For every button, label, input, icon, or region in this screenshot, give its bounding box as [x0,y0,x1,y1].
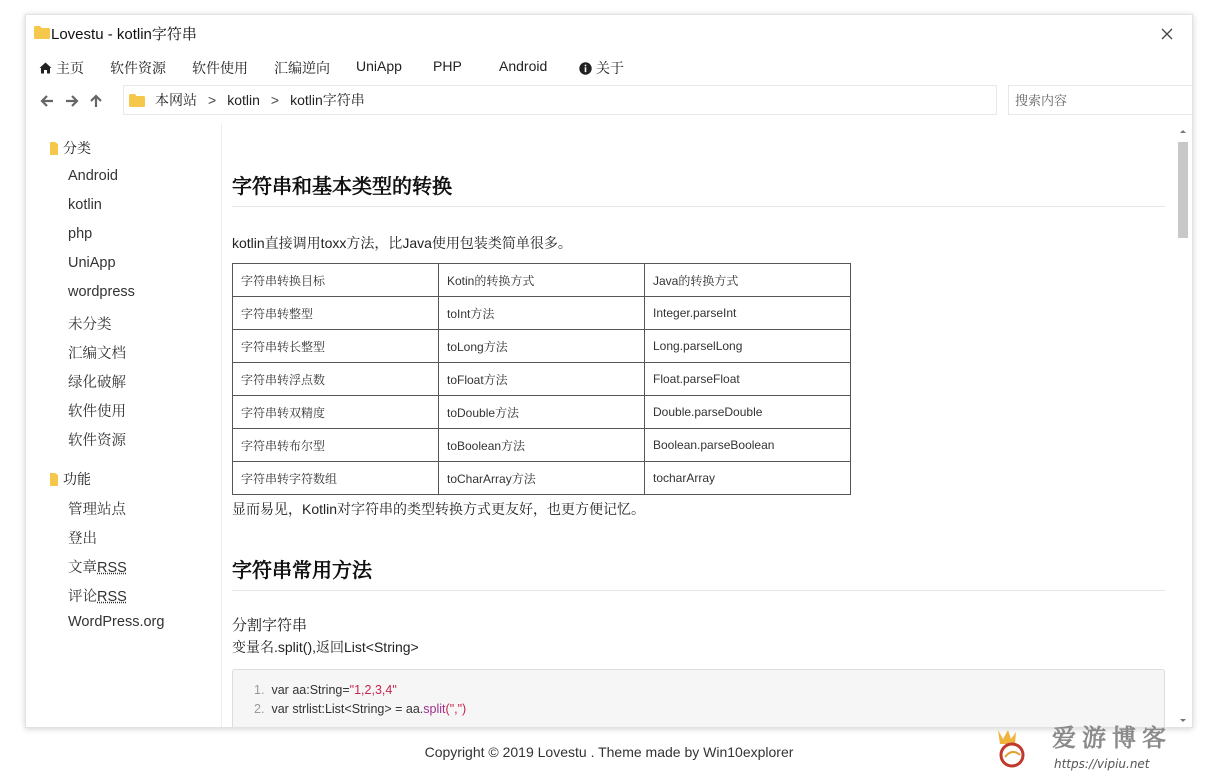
table-cell: Float.parseFloat [645,363,851,396]
article-subtitle: 分割字符串 [232,617,308,634]
table-cell: toCharArray方法 [439,462,645,495]
table-row [233,297,851,330]
svg-text:https://vipiu.net: https://vipiu.net [1054,757,1150,771]
table-cell: Java的转换方式 [645,264,851,297]
menu-label: UniApp [356,58,402,74]
menu-bar [26,58,1192,80]
navigation-bar [26,85,1192,117]
forward-arrow-icon[interactable] [64,93,80,109]
sidebar-item-logout[interactable] [68,527,97,548]
table-cell: 字符串转长整型 [233,330,439,363]
code-string: (",") [445,702,467,716]
article-heading-methods: 字符串常用方法 [232,560,372,582]
info-icon [579,62,592,75]
table-cell: tocharArray [645,462,851,495]
table-cell: 字符串转布尔型 [233,429,439,462]
sidebar-item-kotlin[interactable]: kotlin [68,197,102,213]
close-icon[interactable] [1160,27,1174,41]
menu-label: Android [499,58,548,74]
sidebar-item-label: 管理站点 [68,502,126,518]
sidebar-item-software-usage[interactable]: 软件使用 [68,404,126,420]
breadcrumb-current[interactable]: kotlin字符串 [290,92,365,108]
menu-label: 软件资源 [110,60,166,76]
sidebar-item-entries-rss[interactable] [68,556,127,577]
rss-abbr: RSS [97,589,127,605]
table-cell: Integer.parseInt [645,297,851,330]
article-intro: kotlin直接调用toxx方法，比Java使用包装类简单很多。 [232,235,572,251]
sidebar-item-uncategorized[interactable]: 未分类 [68,317,112,333]
address-bar[interactable] [123,85,997,115]
breadcrumb-home[interactable]: 本网站 [155,92,197,108]
sidebar-item-wordpress[interactable]: wordpress [68,284,135,300]
scroll-thumb[interactable] [1178,142,1188,238]
watermark-logo [992,722,1192,772]
scroll-up-icon[interactable] [1173,126,1193,136]
table-cell: toLong方法 [439,330,645,363]
rss-abbr: RSS [97,560,127,576]
menu-label: 汇编逆向 [274,60,330,76]
line-number: 2. [254,702,265,716]
heading-divider [232,206,1165,207]
table-cell: toDouble方法 [439,396,645,429]
table-cell: 字符串转字符数组 [233,462,439,495]
home-icon [39,62,52,74]
page-footer: Copyright © 2019 Lovestu . Theme made by Win10explorer [424,744,794,760]
table-cell: toBoolean方法 [439,429,645,462]
sidebar-functions-title [50,469,91,489]
table-cell: 字符串转双精度 [233,396,439,429]
article-content [223,123,1173,728]
table-cell: 字符串转整型 [233,297,439,330]
table-cell: Long.parselLong [645,330,851,363]
sidebar-item-software-resources[interactable]: 软件资源 [68,433,126,449]
sidebar-item-uniapp[interactable]: UniApp [68,255,116,271]
table-row [233,363,851,396]
table-row [233,462,851,495]
table-row [233,429,851,462]
table-cell: Double.parseDouble [645,396,851,429]
table-cell: Kotin的转换方式 [439,264,645,297]
table-cell: Boolean.parseBoolean [645,429,851,462]
table-cell: toFloat方法 [439,363,645,396]
folder-icon [129,94,145,107]
table-cell: toInt方法 [439,297,645,330]
breadcrumb-separator: > [270,92,280,108]
folder-icon [34,26,50,39]
title-bar [26,15,1192,53]
menu-item-home[interactable] [39,58,84,78]
code-line [254,702,466,716]
table-row [233,264,851,297]
window-title: Lovestu - kotlin字符串 [51,26,197,43]
menu-item-software-usage[interactable] [192,58,248,78]
menu-label: 软件使用 [192,60,248,76]
folder-icon [50,142,58,155]
menu-item-uniapp[interactable] [356,58,402,74]
sidebar-item-crack[interactable]: 绿化破解 [68,375,126,391]
article-heading-conversion: 字符串和基本类型的转换 [232,176,452,198]
table-cell: 字符串转换目标 [233,264,439,297]
sidebar-item-comments-rss[interactable] [68,585,127,606]
sidebar-item-label: WordPress.org [68,614,165,630]
menu-label: PHP [433,58,462,74]
code-function: split [423,702,446,716]
article-conclusion: 显而易见，Kotlin对字符串的类型转换方式更友好，也更方便记忆。 [232,501,646,517]
sidebar-item-wordpress-org[interactable] [68,614,164,630]
line-number: 1. [254,683,265,697]
sidebar-item-site-admin[interactable] [68,498,126,519]
sidebar-group-label: 功能 [63,471,91,487]
menu-item-reverse[interactable] [274,58,330,78]
back-arrow-icon[interactable] [39,93,55,109]
menu-item-about[interactable] [579,58,624,78]
folder-icon [50,473,58,486]
sidebar-item-android[interactable]: Android [68,168,118,184]
breadcrumb-separator: > [208,92,217,108]
up-arrow-icon[interactable] [88,93,104,109]
menu-item-php[interactable] [433,58,462,74]
heading-divider [232,590,1165,591]
table-cell: 字符串转浮点数 [233,363,439,396]
vertical-scrollbar[interactable] [1173,123,1193,728]
sidebar-item-php[interactable]: php [68,226,93,242]
table-row [233,330,851,363]
code-string: "1,2,3,4" [349,683,397,697]
code-text: var aa:String= [271,683,350,697]
sidebar-item-asm-docs[interactable]: 汇编文档 [68,346,126,362]
search-input[interactable] [1008,85,1193,115]
menu-item-android[interactable] [499,58,547,74]
article-subdesc: 变量名.split(),返回List<String> [232,639,419,655]
svg-text:爱游博客: 爱游博客 [1052,723,1172,752]
breadcrumb-category[interactable]: kotlin [227,92,260,108]
menu-label: 主页 [56,60,84,76]
table-row [233,396,851,429]
sidebar [26,123,222,728]
sidebar-group-label: 分类 [63,140,91,156]
browser-window [25,14,1193,728]
sidebar-categories-title [50,138,91,158]
sidebar-item-label: 评论 [68,589,97,605]
menu-item-software-resources[interactable] [110,58,166,78]
code-text: var strlist:List<String> = aa. [271,702,424,716]
sidebar-item-label: 文章 [68,560,97,576]
code-block [232,669,1165,728]
code-line [254,683,397,697]
conversion-table [232,263,851,495]
menu-label: 关于 [596,60,624,76]
sidebar-item-label: 登出 [68,531,97,547]
